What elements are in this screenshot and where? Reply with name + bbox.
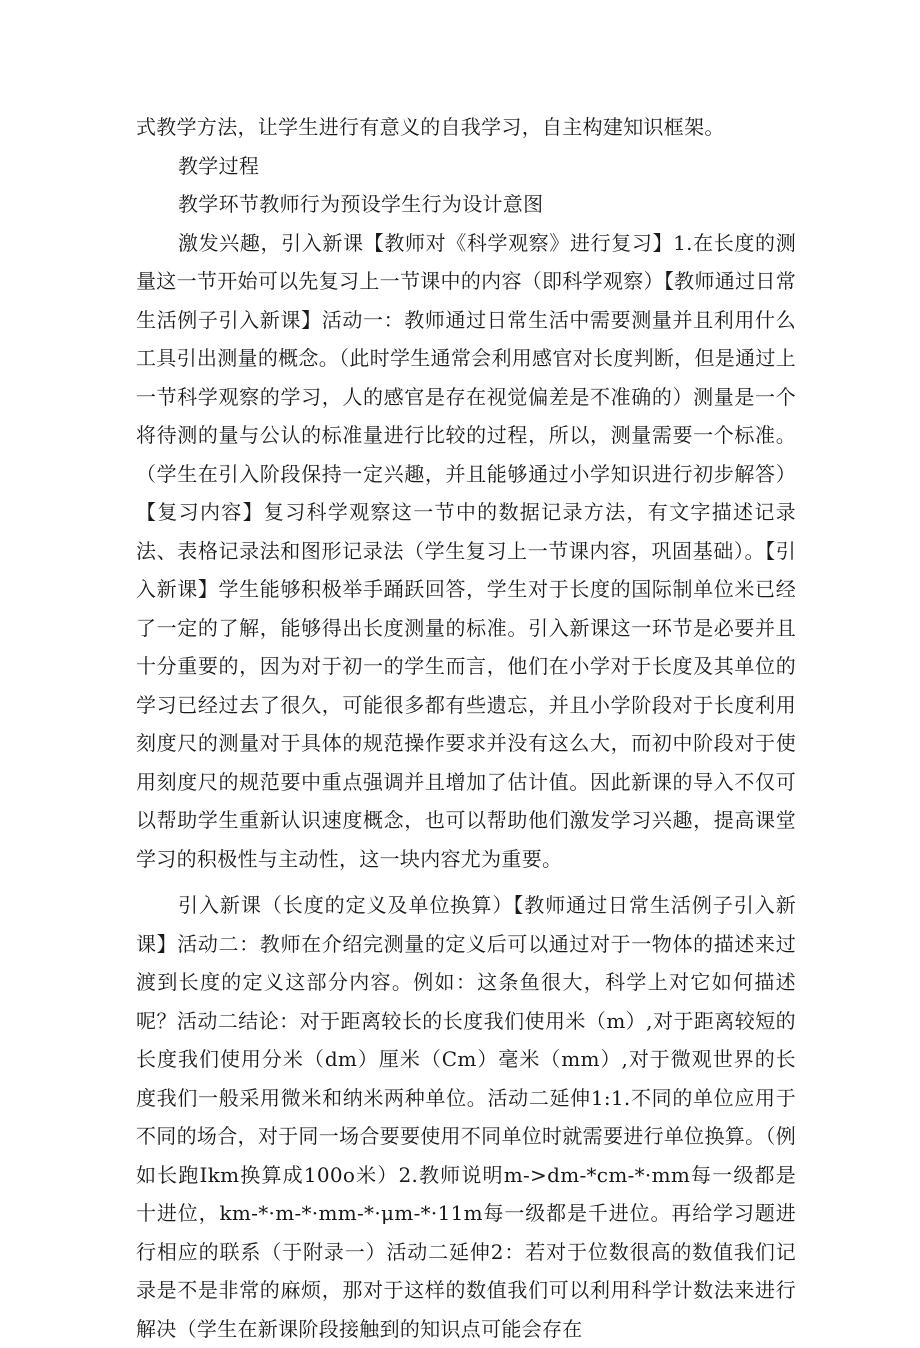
table-header-row-text: 教学环节教师行为预设学生行为设计意图: [178, 192, 544, 216]
paragraph-stimulate-interest: 激发兴趣，引入新课【教师对《科学观察》进行复习】1.在长度的测量这一节开始可以先复习上一节课中的内容（即科学观察）【教师通过日常生活例子引入新课】活动一：教师通过日常生活中需要测量并且利用什么工具引出测量的概念。（此时学生通常会利用感官对长度判断，但是通过上一节科学观察的学习，人的感官是存在视觉偏差是不准确的）测量是一个将待测的量与公认的标准量进行比较的过程，所以，测量需要一个标准。（学生在引入阶段保持一定兴趣，并且能够通过小学知识进行初步解答）【复习内容】复习科学观察这一节中的数据记录方法，有文字描述记录法、表格记录法和图形记录法（学生复习上一节课内容，巩固基础）。【引入新课】学生能够积极举手踊跃回答，学生对于长度的国际制单位米已经了一定的了解，能够得出长度测量的标准。引入新课这一环节是必要并且十分重要的，因为对于初一的学生而言，他们在小学对于长度及其单位的学习已经过去了很久，可能很多都有些遗忘，并且小学阶段对于长度利用刻度尺的测量对于具体的规范操作要求并没有这么大，而初中阶段对于使用刻度尺的规范要中重点强调并且增加了估计值。因此新课的导入不仅可以帮助学生重新认识速度概念，也可以帮助他们激发学习兴趣，提高课堂学习的积极性与主动性，这一块内容尤为重要。: [136, 230, 796, 871]
paragraph-continuation: 式教学方法，让学生进行有意义的自我学习，自主构建知识框架。: [136, 115, 725, 139]
section-heading-teaching-process: 教学过程: [178, 153, 260, 178]
document-body: [136, 108, 796, 1348]
paragraph-length-definition: 引入新课（长度的定义及单位换算）【教师通过日常生活例子引入新课】活动二：教师在介绍完测量的定义后可以通过对于一物体的描述来过渡到长度的定义这部分内容。例如：这条鱼很大，科学上对它如何描述呢？活动二结论：对于距离较长的长度我们使用米（m）,对于距离较短的长度我们使用分米（dm）厘米（Cm）毫米（mm）,对于微观世界的长度我们一般采用微米和纳米两种单位。活动二延伸1:1.不同的单位应用于不同的场合，对于同一场合要要使用不同单位时就需要进行单位换算。（例如长跑Ikm换算成100o米）2.教师说明m->dm-*cm-*·mm每一级都是十进位，km-*·m-*·mm-*·μm-*·11m每一级都是千进位。再给学习题进行相应的联系（于附录一）活动二延伸2：若对于位数很高的数值我们记录是不是非常的麻烦，那对于这样的数值我们可以利用科学计数法来进行解决（学生在新课阶段接触到的知识点可能会存在: [136, 893, 796, 1341]
